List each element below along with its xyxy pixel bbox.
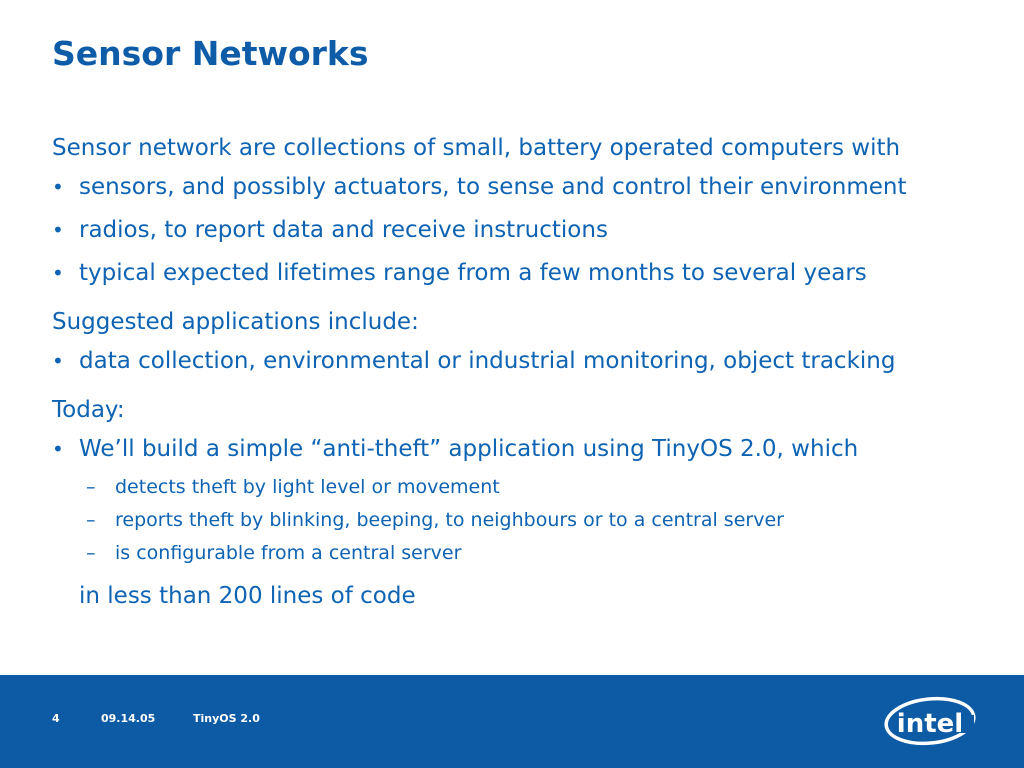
slide-footer <box>0 675 1024 768</box>
bullet-item <box>52 166 1012 209</box>
applications-heading: Suggested applications include: <box>52 309 419 335</box>
slide-body <box>52 130 1012 621</box>
footer-date: 09.14.05 <box>101 712 156 725</box>
bullet-marker: • <box>52 437 64 461</box>
today-heading: Today: <box>52 397 125 423</box>
sub-bullet-text: detects theft by light level or movement <box>115 476 500 498</box>
bullet-text: radios, to report data and receive instructions <box>79 217 608 243</box>
sub-bullet-item <box>52 537 1012 570</box>
intro-text: Sensor network are collections of small, battery operated computers with <box>52 135 901 161</box>
bullet-text: data collection, environmental or industrial monitoring, object tracking <box>79 348 896 374</box>
bullet-marker: • <box>52 218 64 242</box>
bullet-item <box>52 252 1012 295</box>
sub-bullet-marker: – <box>86 509 96 531</box>
bullet-marker: • <box>52 175 64 199</box>
bullet-item <box>52 209 1012 252</box>
footer-topic: TinyOS 2.0 <box>193 712 260 725</box>
bullet-text: typical expected lifetimes range from a few months to several years <box>79 260 867 286</box>
sub-bullet-text: reports theft by blinking, beeping, to neighbours or to a central server <box>115 509 784 531</box>
bullet-item <box>52 428 1012 471</box>
sub-bullet-text: is configurable from a central server <box>115 542 462 564</box>
bullet-marker: • <box>52 261 64 285</box>
intel-logo <box>880 687 980 757</box>
intel-logo-text: intel <box>896 709 964 739</box>
bullet-marker: • <box>52 349 64 373</box>
sub-bullet-marker: – <box>86 476 96 498</box>
sub-bullet-marker: – <box>86 542 96 564</box>
slide-title: Sensor Networks <box>52 34 369 73</box>
bullet-text: We’ll build a simple “anti-theft” application using TinyOS 2.0, which <box>79 436 859 462</box>
closing-text: in less than 200 lines of code <box>79 583 416 609</box>
bullet-item <box>52 340 1012 383</box>
bullet-text: sensors, and possibly actuators, to sense and control their environment <box>79 174 907 200</box>
sub-bullet-item <box>52 471 1012 504</box>
sub-bullet-item <box>52 504 1012 537</box>
page-number: 4 <box>52 712 60 725</box>
